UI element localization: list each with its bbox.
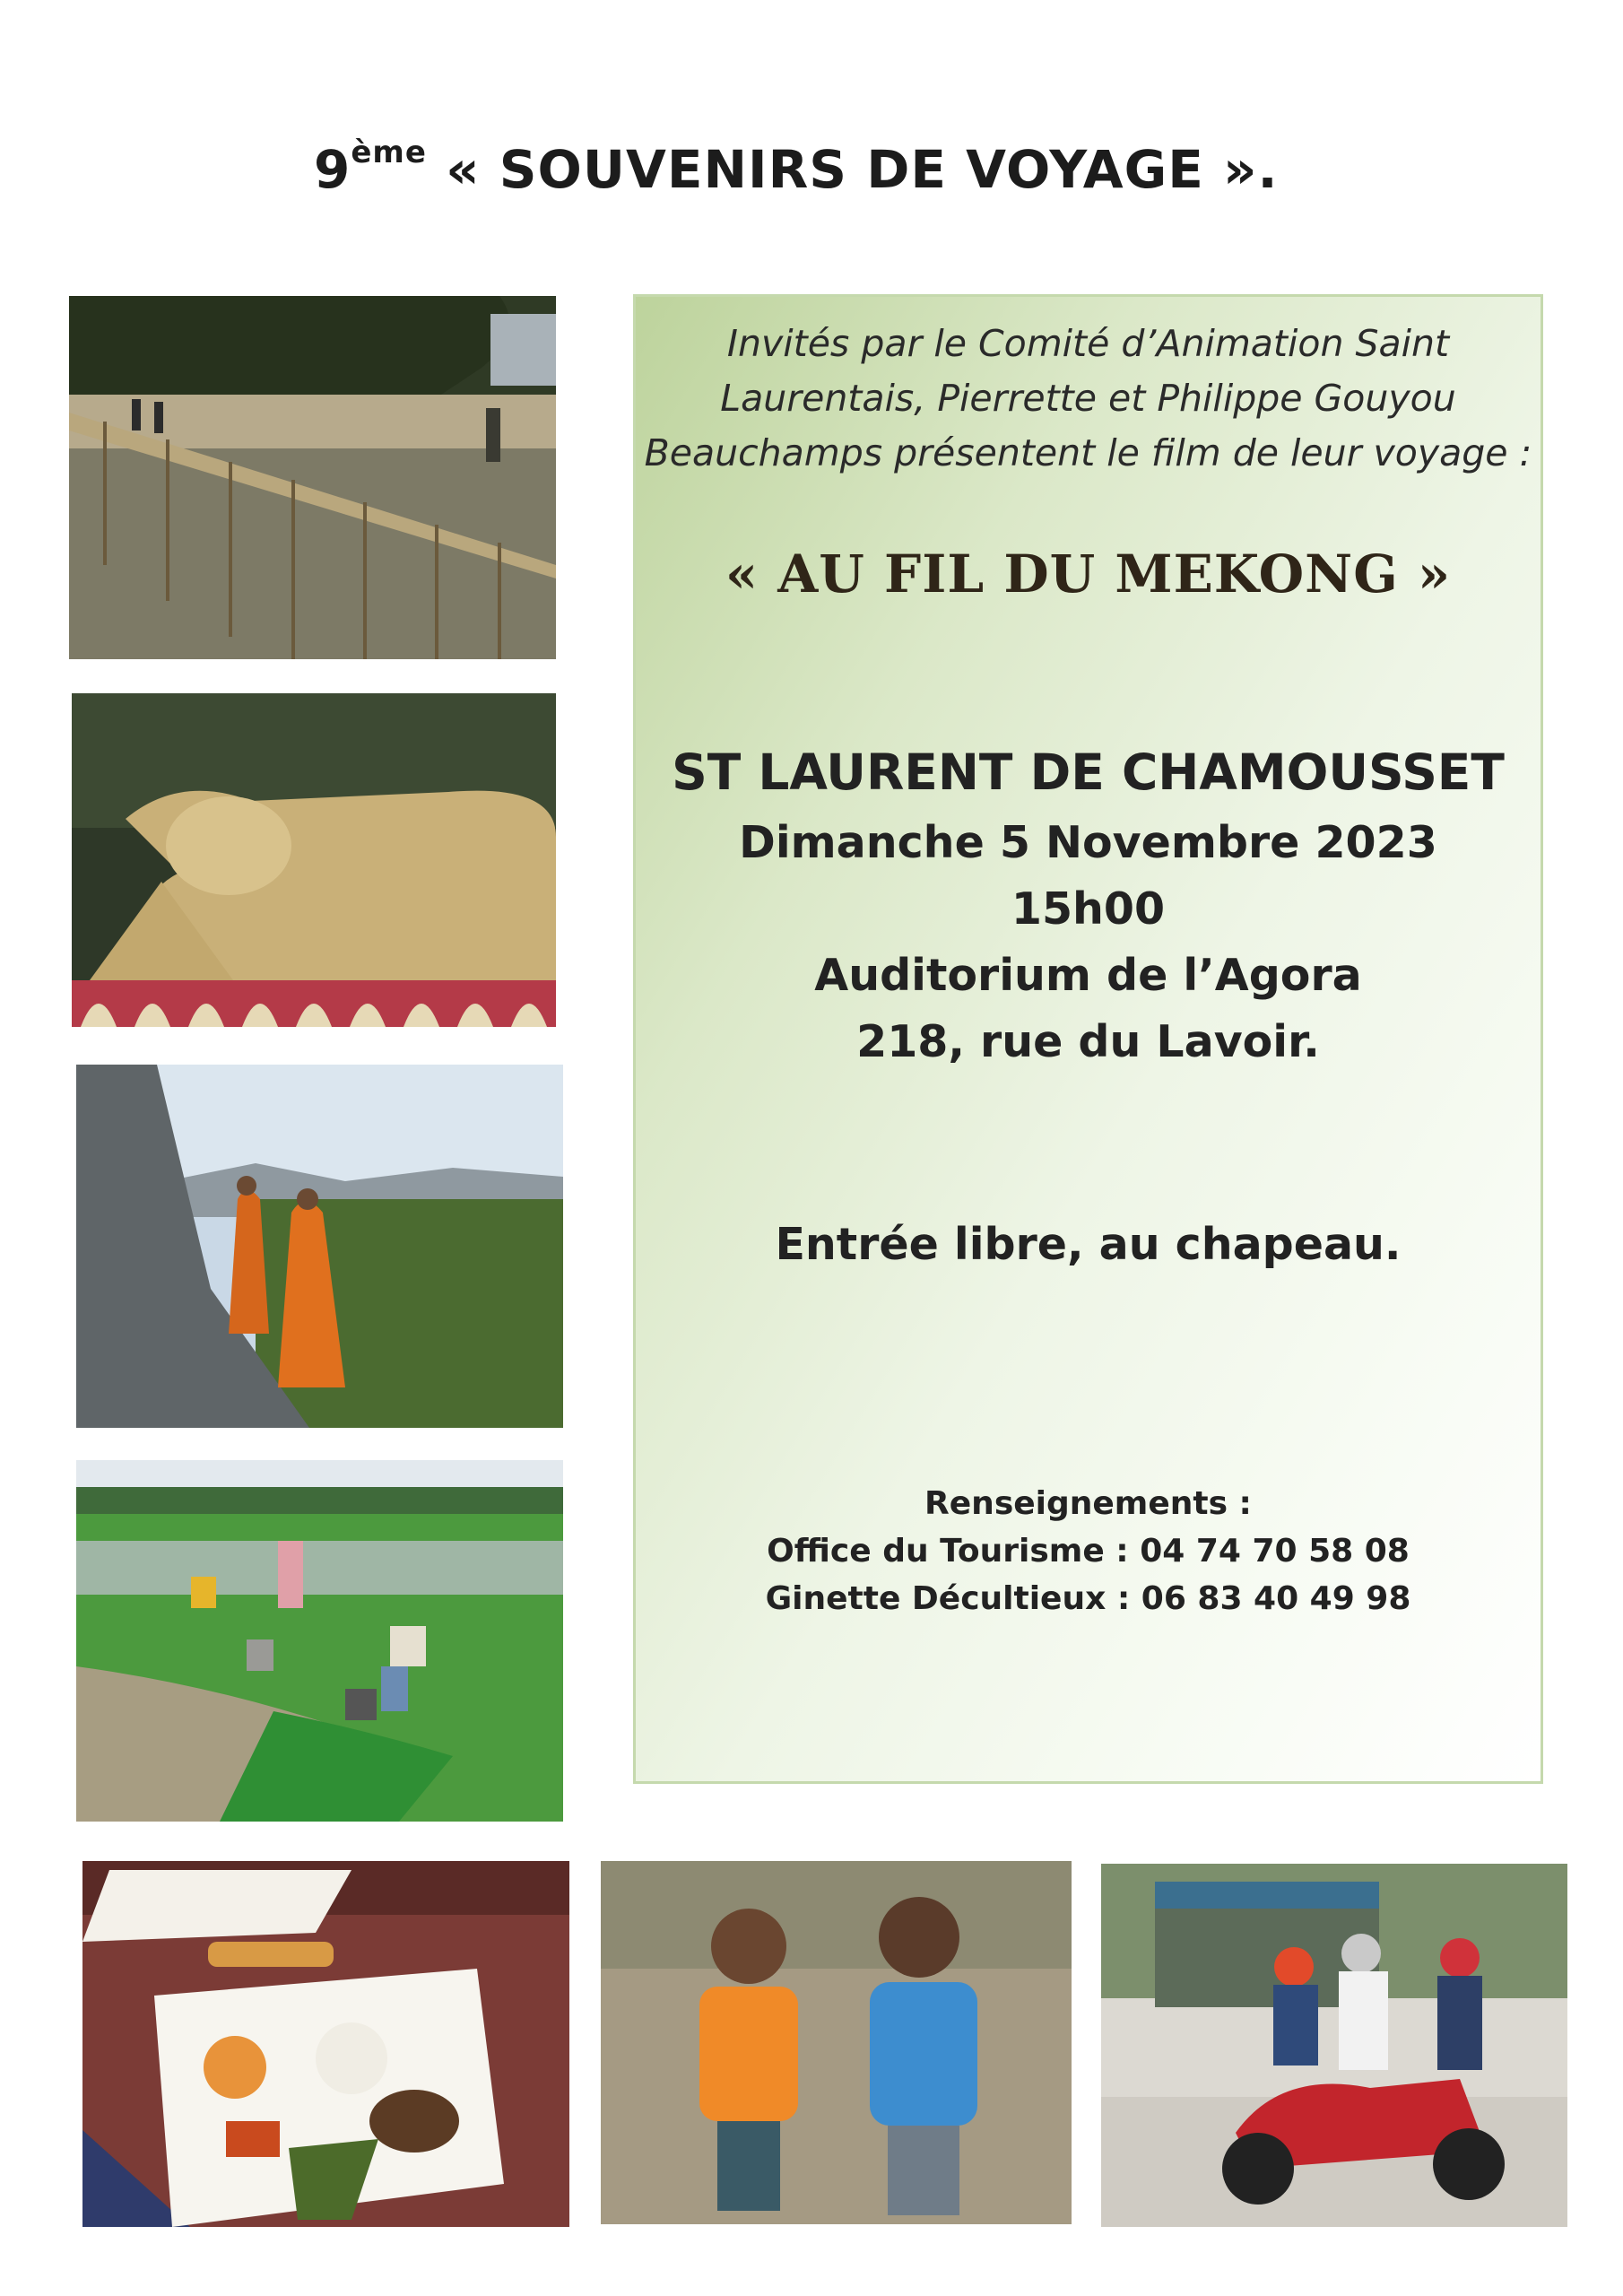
info-heading: Renseignements : — [924, 1485, 1252, 1522]
scooter-family-photo — [1101, 1864, 1567, 2227]
event-venue: Auditorium de l’Agora — [814, 950, 1362, 1001]
event-date: Dimanche 5 Novembre 2023 — [739, 817, 1437, 868]
contact-tourism: Office du Tourisme : 04 74 70 58 08 — [767, 1533, 1410, 1570]
event-place: ST LAURENT DE CHAMOUSSET — [672, 744, 1505, 801]
title-text: « SOUVENIRS DE VOYAGE ». — [446, 139, 1279, 200]
intro-line: Beauchamps présentent le film de leur voyage : — [644, 431, 1532, 474]
children-photo — [601, 1861, 1072, 2224]
event-info-panel — [633, 294, 1543, 1784]
reclining-buddha-photo — [72, 693, 556, 1027]
page-title — [314, 135, 1300, 200]
title-superscript: ème — [351, 135, 427, 170]
intro-text — [636, 317, 1541, 481]
rice-field-photo — [76, 1460, 563, 1822]
contact-ginette: Ginette Décultieux : 06 83 40 49 98 — [765, 1580, 1411, 1617]
entry-note: Entrée libre, au chapeau. — [775, 1219, 1402, 1270]
intro-line: Laurentais, Pierrette et Philippe Gouyou — [720, 377, 1456, 420]
intro-line: Invités par le Comité d’Animation Saint — [726, 322, 1450, 365]
event-time: 15h00 — [1011, 883, 1166, 935]
event-address: 218, rue du Lavoir. — [856, 1016, 1320, 1067]
title-number: 9 — [314, 139, 352, 200]
food-plates-photo — [82, 1861, 569, 2227]
film-title: « AU FIL DU MEKONG » — [725, 544, 1452, 604]
monks-hillside-photo — [76, 1065, 563, 1428]
bamboo-bridge-photo — [69, 296, 556, 659]
